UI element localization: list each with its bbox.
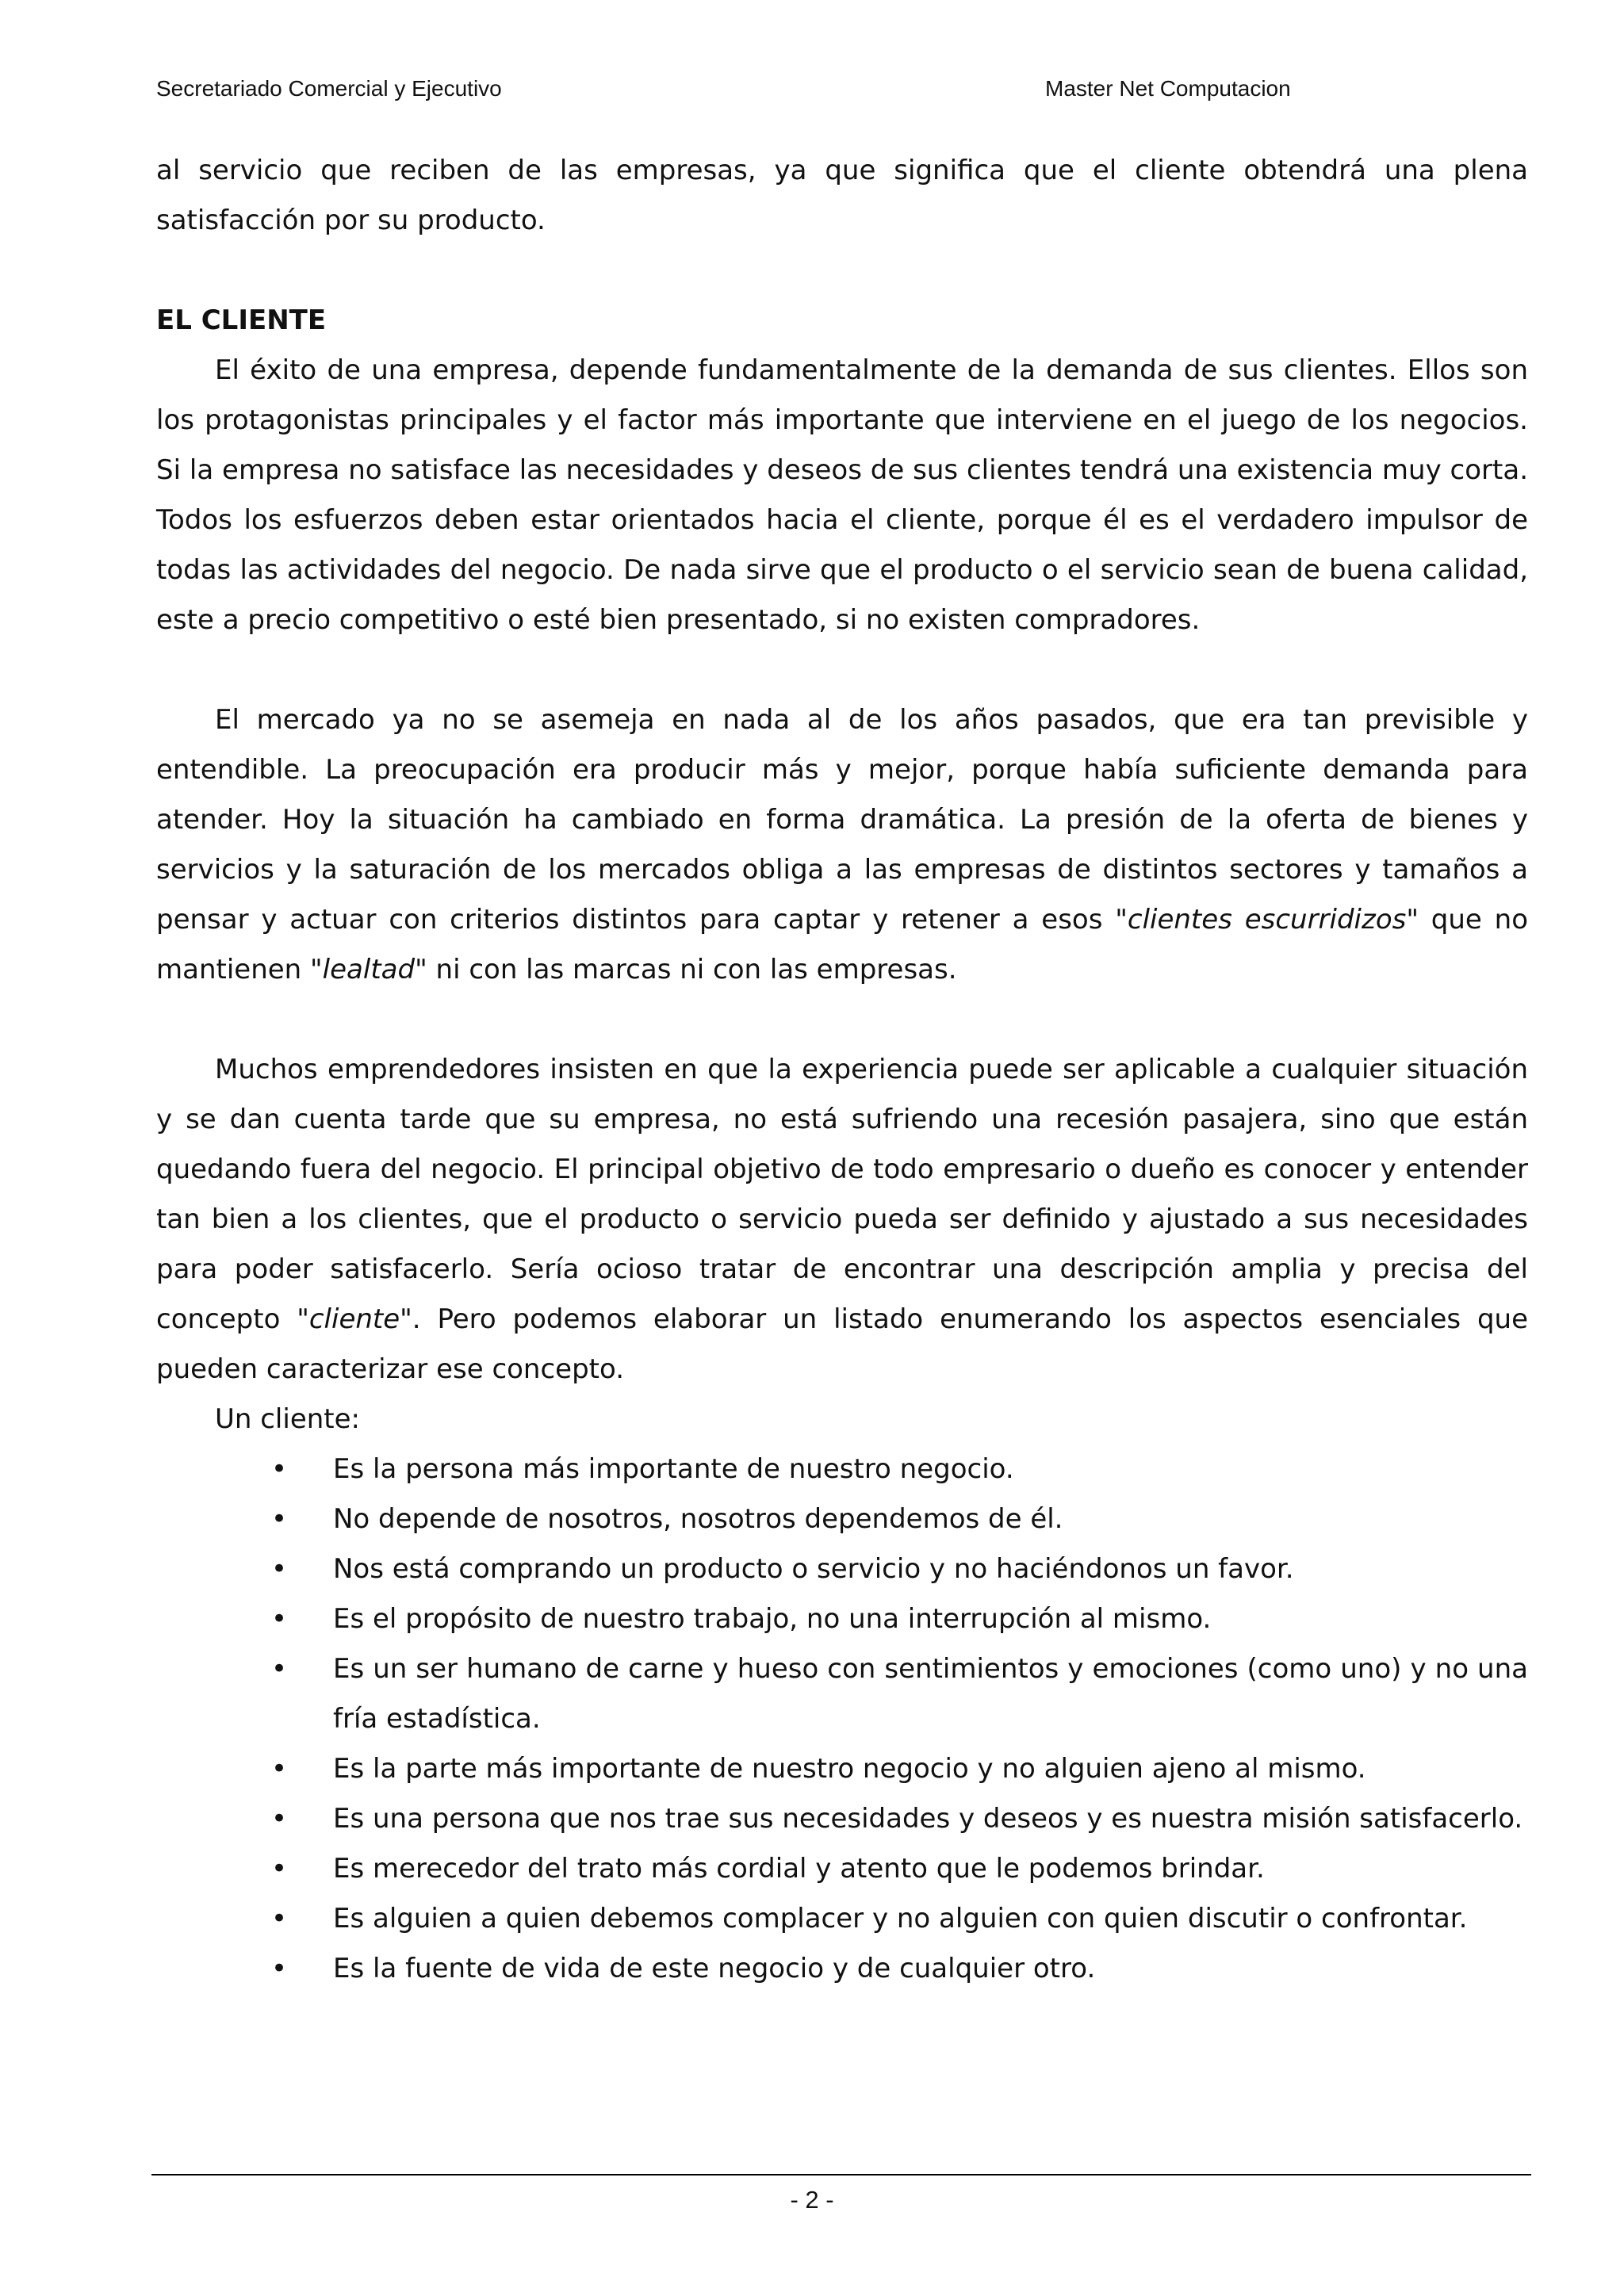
continued-paragraph: al servicio que reciben de las empresas, ya que significa que el cliente obtendrá una plena satisfacción por su producto. — [156, 155, 1528, 236]
paragraph-2-text-c: " que no mantienen " — [156, 904, 1528, 985]
list-item — [156, 1445, 1528, 1494]
bullet-icon: • — [271, 1653, 288, 1685]
page-body — [156, 146, 1528, 1994]
emphasis-cliente: cliente — [308, 1303, 400, 1335]
paragraph-2-text-a: El mercado ya no se asemeja en nada al de los años pasados, que era tan previsible y entendible. La preocupación era producir más y mejor, porque había suficiente demanda para atender. Hoy la situación ha cambiado en forma dramática. La presión de la oferta de bienes y servicios y la saturación de los mercados obliga a las empresas de distintos sectores y tamaños a pensar y actuar con criterios distintos para captar y retener a esos " — [156, 704, 1528, 936]
running-header-left: Secretariado Comercial y Ejecutivo — [156, 76, 502, 101]
bullet-icon: • — [271, 1753, 288, 1785]
list-intro: Un cliente: — [215, 1403, 360, 1435]
list-item-text: Es el propósito de nuestro trabajo, no una interrupción al mismo. — [333, 1603, 1212, 1635]
page-number: - 2 - — [790, 2186, 834, 2214]
footer-rule — [151, 2174, 1531, 2175]
bullet-icon: • — [271, 1603, 288, 1635]
bullet-icon: • — [271, 1453, 288, 1485]
bullet-icon: • — [271, 1853, 288, 1885]
emphasis-lealtad: lealtad — [322, 954, 416, 985]
section-heading: EL CLIENTE — [156, 304, 327, 336]
list-item-text: Es merecedor del trato más cordial y atento que le podemos brindar. — [333, 1853, 1265, 1885]
paragraph-1: El éxito de una empresa, depende fundamentalmente de la demanda de sus clientes. Ellos son los protagonistas principales y el factor más importante que interviene en el juego de los negocios. Si la empresa no satisface las necesidades y deseos de sus clientes tendrá una existencia muy corta. Todos los esfuerzos deben estar orientados hacia el cliente, porque él es el verdadero impulsor de todas las actividades del negocio. De nada sirve que el producto o el servicio sean de buena calidad, este a precio competitivo o esté bien presentado, si no existen compradores. — [156, 354, 1528, 636]
list-item — [156, 1494, 1528, 1544]
bullet-icon: • — [271, 1503, 288, 1535]
list-item-text: Es la fuente de vida de este negocio y de cualquier otro. — [333, 1953, 1096, 1984]
paragraph-3-text-a: Muchos emprendedores insisten en que la experiencia puede ser aplicable a cualquier situación y se dan cuenta tarde que su empresa, no está sufriendo una recesión pasajera, sino que están quedando fuera del negocio. El principal objetivo de todo empresario o dueño es conocer y entender tan bien a los clientes, que el producto o servicio pueda ser definido y ajustado a sus necesidades para poder satisfacerlo. Sería ocioso tratar de encontrar una descripción amplia y precisa del concepto " — [156, 1054, 1528, 1335]
bullet-icon: • — [271, 1803, 288, 1835]
list-item — [156, 1744, 1528, 1794]
list-item-text: Es un ser humano de carne y hueso con sentimientos y emociones (como uno) y no una fría estadística. — [333, 1653, 1528, 1735]
bullet-icon: • — [271, 1953, 288, 1984]
running-header-right: Master Net Computacion — [1045, 76, 1291, 101]
list-item — [156, 1794, 1528, 1844]
list-item-text: Es la parte más importante de nuestro negocio y no alguien ajeno al mismo. — [333, 1753, 1366, 1785]
bullet-list — [156, 1445, 1528, 1994]
list-item-text: Es alguien a quien debemos complacer y no alguien con quien discutir o confrontar. — [333, 1903, 1468, 1934]
bullet-icon: • — [271, 1903, 288, 1934]
list-item-text: No depende de nosotros, nosotros dependemos de él. — [333, 1503, 1063, 1535]
list-item — [156, 1944, 1528, 1994]
emphasis-clientes-escurridizos: clientes escurridizos — [1127, 904, 1407, 936]
bullet-icon: • — [271, 1553, 288, 1585]
list-item-text: Nos está comprando un producto o servicio y no haciéndonos un favor. — [333, 1553, 1294, 1585]
paragraph-2 — [156, 695, 1528, 995]
list-item — [156, 1844, 1528, 1894]
list-item-text: Es una persona que nos trae sus necesidades y deseos y es nuestra misión satisfacerlo. — [333, 1803, 1523, 1835]
list-item — [156, 1544, 1528, 1594]
paragraph-2-text-e: " ni con las marcas ni con las empresas. — [415, 954, 957, 985]
list-item — [156, 1594, 1528, 1644]
paragraph-3-text-c: ". Pero podemos elaborar un listado enumerando los aspectos esenciales que pueden caracterizar ese concepto. — [156, 1303, 1528, 1385]
paragraph-3 — [156, 1045, 1528, 1395]
list-item — [156, 1894, 1528, 1944]
list-item-text: Es la persona más importante de nuestro negocio. — [333, 1453, 1014, 1485]
list-item — [156, 1644, 1528, 1744]
